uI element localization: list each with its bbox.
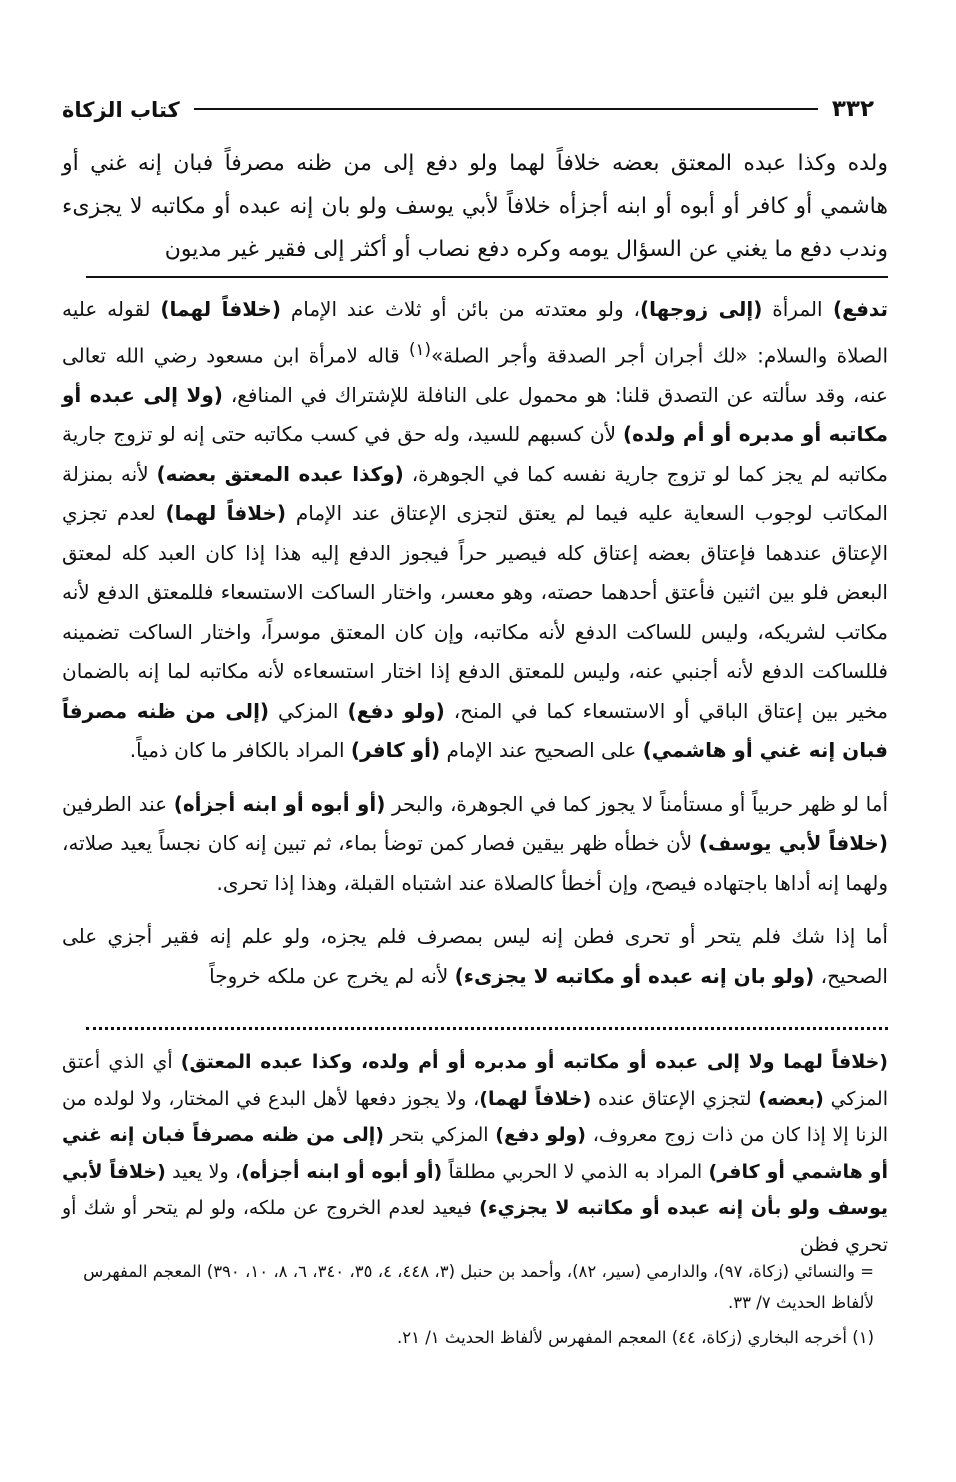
- text-segment: لقوله عليه الصلاة والسلام: «لك أجران أجر الصدقة وأجر الصلة»: [62, 297, 889, 368]
- text-segment: فيعيد لعدم الخروج عن ملكه، ولو لم يتحر أو شك أو تحري فظن: [62, 1197, 888, 1256]
- text-segment: لعدم تجزي الإعتاق عندهما فإعتاق بعضه إعتاق كله فيصير حراً فيجوز الدفع إليه هذا إذا كان العبد كله لمعتق البعض فلو بين اثنين فأعتق أحدهما حصته، وهو معسر، واختار الساكت الاستسعاء فللمعتق الدفع لأنه مكاتب لشريكه، وليس للساكت الدفع لأنه مكاتبه، وإن كان المعتق موسراً، واختار الساكت تضمينه فللساكت الدفع لأنه أجنبي عنه، وليس للمعتق الدفع إذا اختار استسعاءه لأنه مكاتبه لما إنه بالضمان مخير بين إعتاق الباقي أو الاستسعاء كما في المنح،: [62, 501, 889, 723]
- text-segment: لأن خطأه ظهر بيقين فصار كمن توضأ بماء، ثم تبين إنه كان نجساً يعيد صلاته، ولهما إنه أداها باجتهاده فيصح، وإن أخطأ كالصلاة عند اشتباه القبلة، وهذا إذا تحرى.: [62, 831, 888, 895]
- text-segment: المرأة: [762, 297, 823, 321]
- bold-quote-segment: (خلافاً لأبي يوسف ولو بأن إنه عبده أو مكاتبه لا يجزيء): [62, 1160, 888, 1219]
- running-header: [62, 82, 874, 122]
- text-segment: عند الطرفين: [62, 791, 174, 816]
- bold-quote-segment: (بعضه): [758, 1087, 824, 1110]
- text-segment: قاله لامرأة ابن مسعود رضي الله تعالى عنه، وقد سألته عن التصدق قلنا: هو محمول على النافلة للإشتراك في المنافع،: [62, 343, 888, 407]
- bold-quote-segment: (وكذا عبده المعتق بعضه): [156, 461, 404, 486]
- text-segment: لأنه بمنزلة المكاتب لوجوب السعاية عليه فيما لم يعتق لتجزى الإعتاق عند الإمام: [62, 461, 888, 526]
- bold-quote-segment: (ولو بان إنه عبده أو مكاتبه لا يجزىء): [454, 963, 815, 988]
- bold-quote-segment: (خلافاً لأبي يوسف): [698, 831, 888, 856]
- bold-quote-segment: (ولا إلى عبده أو مكاتبه أو مدبره أو أم ولده): [62, 382, 888, 447]
- text-segment: أما لو ظهر حربياً أو مستأمناً لا يجوز كما في الجوهرة، والبحر: [385, 791, 889, 816]
- text-segment: أي الذي أعتق المزكي: [62, 1051, 888, 1110]
- header-rule: [194, 108, 818, 110]
- bold-quote-segment: (أو كافر): [350, 738, 441, 763]
- text-segment: ، ولا يعيد: [165, 1160, 242, 1183]
- bold-quote-segment: (خلافاً لهما ولا إلى عبده أو مكاتبه أو مدبره أو أم ولده، وكذا عبده المعتق): [180, 1051, 888, 1073]
- text-segment: المراد به الذمي لا الحربي مطلقاً: [442, 1160, 709, 1183]
- bold-quote-segment: (ولو دفع): [495, 1124, 586, 1146]
- bold-quote-segment: (أو أبوه أو ابنه أجزأه): [173, 791, 386, 816]
- text-segment: على الصحيح عند الإمام: [440, 738, 643, 763]
- matn-text: [62, 142, 888, 271]
- bold-quote-segment: (أو أبوه أو ابنه أجزأه): [241, 1160, 443, 1183]
- text-segment: لأنه لم يخرج عن ملكه خروجاً: [209, 963, 455, 988]
- text-segment: أما إذا شك فلم يتحر أو تحرى فطن إنه ليس بمصرف فلم يجزه، ولو علم إنه فقير أجزي على الصحيح،: [62, 924, 888, 988]
- bold-quote-segment: (إلى من ظنه مصرفاً فبان إنه غني أو هاشمي): [62, 698, 888, 763]
- bold-quote-segment: (خلافاً لهما): [165, 501, 287, 526]
- matn-paragraph: ولده وكذا عبده المعتق بعضه خلافاً لهما ولو دفع إلى من ظنه مصرفاً فبان إنه غني أو هاشمي أو كافر أو أبوه أو ابنه أجزأه خلافاً لأبي يوسف ولو بان إنه عبده أو مكاتبه لا يجزىء وندب دفع ما يغني عن السؤال يومه وكره دفع نصاب أو أكثر إلى فقير غير مديون: [62, 151, 888, 262]
- text-segment: لأن كسبهم للسيد، وله حق في كسب مكاتبه حتى إنه لو تزوج جارية مكاتبه لم يجز كما لو تزوج جارية نفسه كما في الجوهرة،: [62, 422, 888, 486]
- text-segment: المزكي: [269, 698, 348, 723]
- sharh-paragraph-3: [62, 917, 888, 996]
- book-title: كتاب الزكاة: [62, 98, 180, 122]
- footnote-1: (١) أخرجه البخاري (زكاة، ٤٤) المعجم المفهرس لألفاظ الحديث ١/ ٢١.: [396, 1328, 874, 1347]
- matn-separator: [86, 276, 888, 278]
- bold-quote-segment: (خلافاً لهما): [479, 1087, 592, 1110]
- text-segment: المراد بالكافر ما كان ذمياً.: [129, 738, 351, 763]
- bold-quote-segment: (إلى زوجها): [639, 297, 763, 321]
- bold-quote-segment: تدفع): [822, 297, 888, 321]
- text-segment: ، ولا يجوز دفعها لأهل البدع في المختار، ولا لولده من الزنا إلا إذا كان من ذات زوج معروف،: [62, 1087, 889, 1146]
- hashiya-gloss: [62, 1044, 888, 1263]
- hashiya-separator: [86, 1027, 888, 1030]
- sharh-paragraph-1: [62, 290, 888, 771]
- footnote-ref: (١): [408, 339, 431, 359]
- footnote-continuation: = والنسائي (زكاة، ٩٧)، والدارمي (سير، ٨٢)، وأحمد بن حنبل (٣، ٤٤٨، ٤، ٣٥، ٣٤٠، ٦، ٨، ١٠، ٣٩٠) المعجم المفهرس لألفاظ الحديث ٧/ ٣٣.: [83, 1262, 874, 1312]
- sharh-paragraph-2: [62, 785, 888, 904]
- bold-quote-segment: (إلى من ظنه مصرفاً فبان إنه غني أو هاشمي أو كافر): [62, 1124, 888, 1183]
- bold-quote-segment: (ولو دفع): [347, 698, 445, 723]
- sharh-commentary: [62, 290, 888, 996]
- page-number: ٣٣٢: [831, 96, 874, 122]
- text-segment: لتجزي الإعتاق عنده: [591, 1087, 759, 1110]
- bold-quote-segment: (خلافاً لهما): [160, 297, 281, 321]
- hashiya-paragraph: [62, 1044, 888, 1263]
- text-segment: المزكي بتحر: [383, 1124, 496, 1146]
- text-segment: ، ولو معتدته من بائن أو ثلاث عند الإمام: [280, 297, 640, 321]
